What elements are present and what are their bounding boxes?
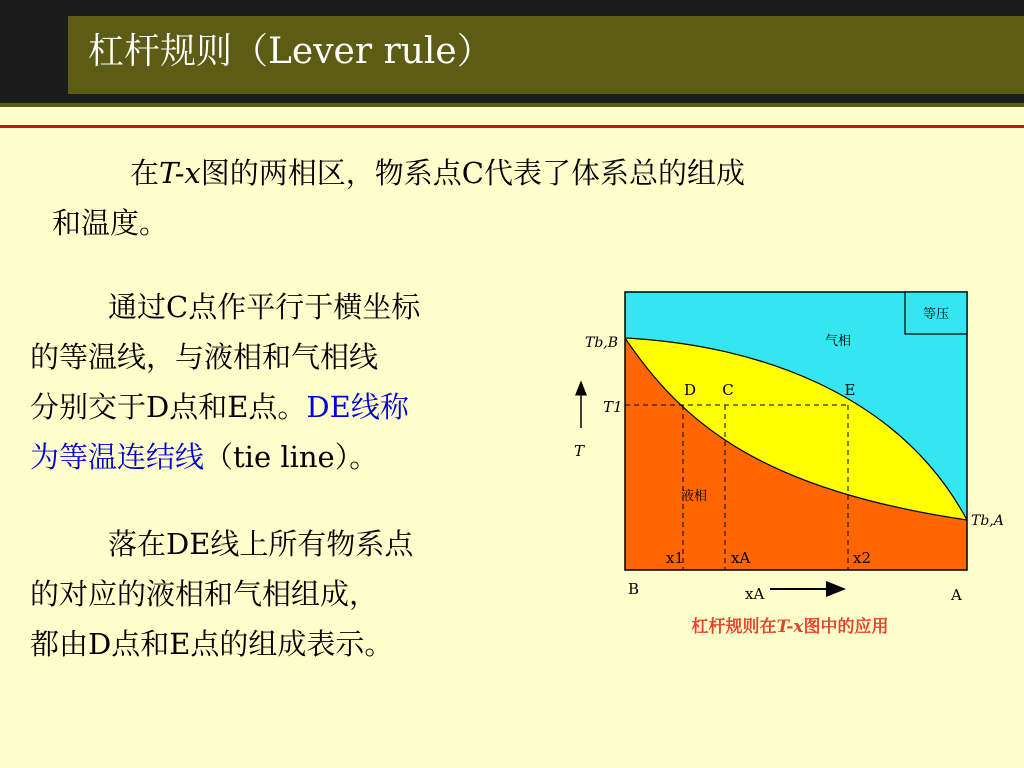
label-liquid-phase: 液相 (680, 489, 708, 504)
red-divider (0, 125, 1024, 128)
tie-line-2: 的等温线，与液相和气相线 (30, 340, 379, 374)
tie-line-4-highlight: 为等温连结线 (30, 440, 205, 474)
diagram-caption (691, 616, 888, 637)
header-divider (0, 103, 1024, 107)
point-d-label: D (683, 381, 697, 399)
point-c-label: C (722, 381, 734, 399)
label-tb-a: Tb,A (971, 513, 1004, 529)
intro-text-post: 图的两相区，物系点C代表了体系总的组成 (200, 156, 745, 190)
point-e-label: E (844, 381, 856, 399)
tie-line-3-highlight: DE线称 (306, 390, 409, 424)
label-gas-phase: 气相 (824, 334, 852, 349)
paragraph-tie-line (30, 282, 420, 482)
intro-variable: T-x (159, 156, 201, 190)
page-title: 杠杆规则（Lever rule） (88, 31, 493, 72)
tie-line-3-text: 分别交于D点和E点。 (30, 390, 307, 424)
label-t-axis: T (574, 442, 585, 460)
intro-line-2: 和温度。 (52, 206, 169, 240)
label-tb-b: Tb,B (585, 335, 619, 351)
tie-line-3 (30, 382, 420, 432)
paragraph-composition (30, 519, 413, 669)
tie-line-1: 通过C点作平行于横坐标 (108, 290, 421, 324)
composition-line-2: 的对应的液相和气相组成， (30, 577, 379, 611)
label-xa-inner: xA (731, 549, 751, 567)
label-x1: x1 (666, 549, 685, 567)
caption-variable: T-x (776, 617, 804, 637)
lever-rule-diagram (570, 285, 1004, 645)
tie-line-4 (30, 432, 420, 482)
label-t1: T1 (603, 398, 623, 416)
label-isobaric: 等压 (922, 307, 950, 322)
caption-pre: 杠杆规则在 (691, 617, 777, 637)
label-x2: x2 (853, 549, 872, 567)
intro-text-pre: 在 (130, 156, 160, 190)
composition-line-3: 都由D点和E点的组成表示。 (30, 627, 394, 661)
label-b: B (628, 580, 640, 598)
intro-line-1 (30, 148, 745, 198)
label-xa-axis: xA (745, 585, 765, 603)
caption-post: 图中的应用 (803, 617, 889, 637)
paragraph-intro (30, 148, 745, 248)
label-a: A (951, 586, 962, 604)
tie-line-4-text: （tie line）。 (204, 440, 379, 474)
composition-line-1: 落在DE线上所有物系点 (108, 527, 414, 561)
